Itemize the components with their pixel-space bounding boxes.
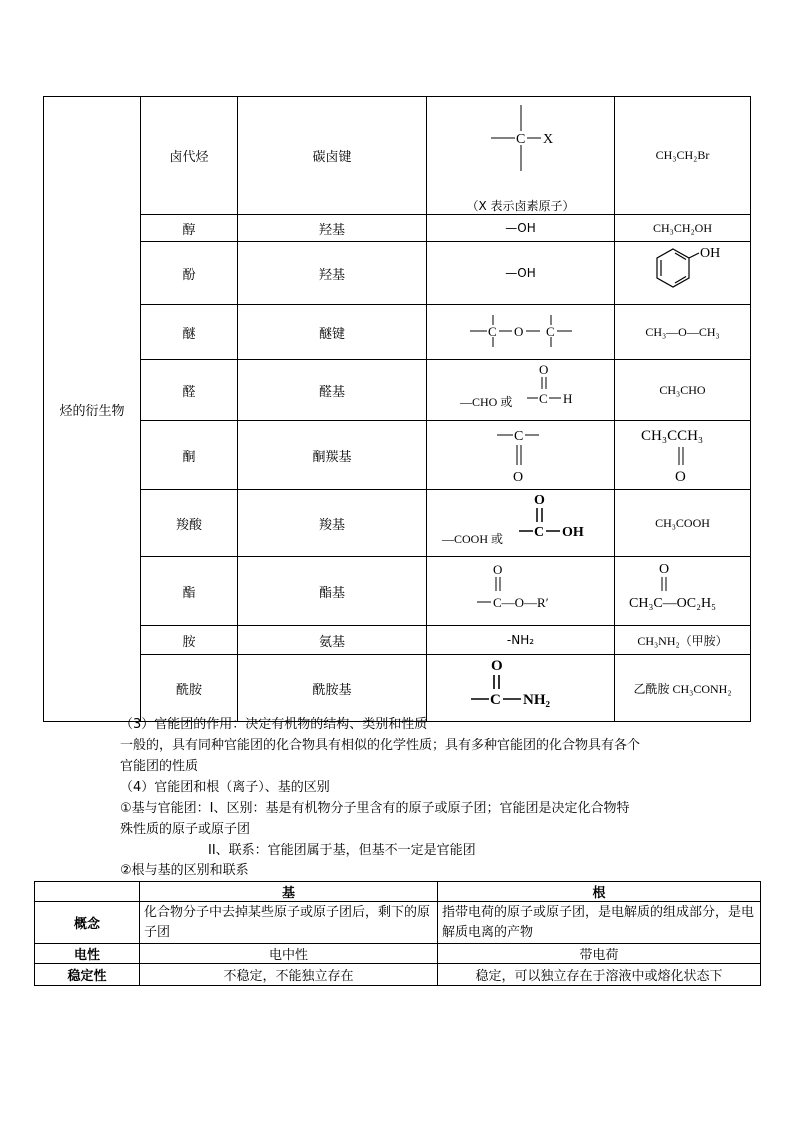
structure-cell: [427, 360, 615, 421]
class-cell: 醛: [141, 360, 238, 421]
svg-text:O: O: [491, 658, 503, 674]
example-cell: CH₃COOH: [615, 490, 751, 557]
class-cell: 酯: [141, 557, 238, 626]
svg-text:C: C: [534, 525, 545, 540]
group-cell: 羧基: [238, 490, 427, 557]
group-cell: 碳卤键: [238, 97, 427, 215]
structure-cell: [427, 305, 615, 360]
aldehyde-structure: [427, 360, 615, 416]
group-cell: 醛基: [238, 360, 427, 421]
example-cell: CH₃NH₂（甲胺）: [615, 626, 751, 655]
carbon-halogen-structure: [427, 97, 615, 193]
structure-cell: [427, 421, 615, 490]
table-row: [35, 944, 761, 964]
example-cell: CH₃CHO: [615, 360, 751, 421]
table-row: [44, 305, 751, 360]
paragraph: II、联系：官能团属于基，但基不一定是官能团: [208, 843, 476, 858]
carboxyl-label: —COOH 或: [442, 532, 504, 546]
table-row: [44, 557, 751, 626]
class-cell: 卤代烃: [141, 97, 238, 215]
gen-cell: 带电荷: [438, 944, 761, 964]
table-row: [44, 215, 751, 242]
table-row: [44, 360, 751, 421]
group-cell: 醚键: [238, 305, 427, 360]
structure-cell: —OH: [427, 242, 615, 305]
class-cell: 酰胺: [141, 655, 238, 722]
gen-cell: 指带电荷的原子或原子团，是电解质的组成部分，是电解质电离的产物: [438, 902, 761, 944]
example-cell: [615, 242, 751, 305]
halogen-note: （X 表示卤素原子）: [466, 199, 575, 213]
acetone-structure: [615, 421, 751, 485]
example-cell: 乙酰胺 CH₃CONH₂: [615, 655, 751, 722]
gen-cell: 稳定，可以独立存在于溶液中或熔化状态下: [438, 964, 761, 986]
svg-text:C: C: [539, 391, 548, 406]
paragraph: 官能团的性质: [120, 759, 199, 774]
svg-text:C: C: [546, 324, 555, 339]
table-row: [44, 97, 751, 215]
carboxyl-structure: [427, 490, 615, 552]
group-cell: 氨基: [238, 626, 427, 655]
structure-cell: —OH: [427, 215, 615, 242]
paragraph: ②根与基的区别和联系: [120, 863, 249, 878]
example-cell: [615, 421, 751, 490]
structure-cell: -NH₂: [427, 626, 615, 655]
group-cell: 酮羰基: [238, 421, 427, 490]
group-cell: 羟基: [238, 215, 427, 242]
table-row: [44, 421, 751, 490]
phenol-structure: [623, 243, 743, 299]
header-blank: [35, 882, 140, 902]
ketone-structure: [427, 421, 615, 485]
svg-text:O: O: [539, 362, 549, 377]
table-row: [44, 626, 751, 655]
paragraph: ①基与官能团：I、区别：基是有机物分子里含有的原子或原子团；官能团是决定化合物特: [120, 801, 630, 816]
ketone-carbon: C: [514, 429, 524, 444]
svg-text:O: O: [493, 562, 503, 577]
table-row: [35, 902, 761, 944]
structure-cell: [427, 557, 615, 626]
ester-structure: [427, 557, 615, 621]
svg-text:OH: OH: [562, 525, 584, 540]
paragraph: 殊性质的原子或原子团: [120, 822, 251, 837]
row-label: 电性: [35, 944, 140, 964]
svg-text:C: C: [488, 324, 497, 339]
svg-text:C: C: [516, 132, 526, 147]
paragraph: （3）官能团的作用：决定有机物的结构、类别和性质: [120, 717, 428, 732]
svg-text:O: O: [659, 562, 670, 577]
ji-cell: 化合物分子中去掉某些原子或原子团后，剩下的原子团: [140, 902, 438, 944]
header-gen: 根: [438, 882, 761, 902]
example-cell: CH₃CH₂Br: [615, 97, 751, 215]
table-row: [44, 490, 751, 557]
svg-text:O: O: [675, 469, 686, 485]
structure-cell: [427, 97, 615, 215]
ji-cell: 电中性: [140, 944, 438, 964]
aldehyde-label: —CHO 或: [460, 395, 513, 409]
header-ji: 基: [140, 882, 438, 902]
ji-cell: 不稳定，不能独立存在: [140, 964, 438, 986]
category-cell: 烃的衍生物: [44, 97, 141, 722]
table-row: [35, 964, 761, 986]
acetone-formula: CH₃CCH₃: [641, 428, 704, 444]
svg-text:C: C: [490, 692, 501, 708]
paragraph: （4）官能团和根（离子）、基的区别: [120, 780, 330, 795]
example-cell: CH₃—O—CH₃: [615, 305, 751, 360]
svg-text:H: H: [563, 391, 573, 406]
svg-text:X: X: [543, 132, 554, 147]
row-label: 概念: [35, 902, 140, 944]
amide-nh2-label: NH₂: [523, 692, 550, 708]
group-cell: 酯基: [238, 557, 427, 626]
example-cell: CH₃CH₂OH: [615, 215, 751, 242]
ethyl-acetate-structure: [615, 557, 751, 621]
class-cell: 胺: [141, 626, 238, 655]
group-cell: 羟基: [238, 242, 427, 305]
svg-text:O: O: [514, 324, 524, 339]
group-cell: 酰胺基: [238, 655, 427, 722]
amide-structure: [427, 655, 615, 717]
table-row: [44, 655, 751, 722]
class-cell: 酮: [141, 421, 238, 490]
table-header-row: [35, 882, 761, 902]
class-cell: 酚: [141, 242, 238, 305]
class-cell: 醇: [141, 215, 238, 242]
class-cell: 羧酸: [141, 490, 238, 557]
svg-text:O: O: [534, 493, 545, 508]
table-row: [44, 242, 751, 305]
phenol-oh-label: OH: [699, 246, 720, 261]
ether-structure: [427, 305, 615, 355]
root-vs-group-table: [34, 881, 761, 986]
ester-group-label: C—O—R′: [493, 595, 549, 610]
example-cell: [615, 557, 751, 626]
structure-cell: [427, 655, 615, 722]
functional-group-table: [43, 96, 751, 722]
ethyl-acetate-formula: CH₃C—OC₂H₅: [629, 596, 716, 611]
class-cell: 醚: [141, 305, 238, 360]
paragraph: 一般的，具有同种官能团的化合物具有相似的化学性质；具有多种官能团的化合物具有各个: [120, 738, 641, 753]
svg-text:O: O: [513, 470, 524, 485]
row-label: 稳定性: [35, 964, 140, 986]
structure-cell: [427, 490, 615, 557]
